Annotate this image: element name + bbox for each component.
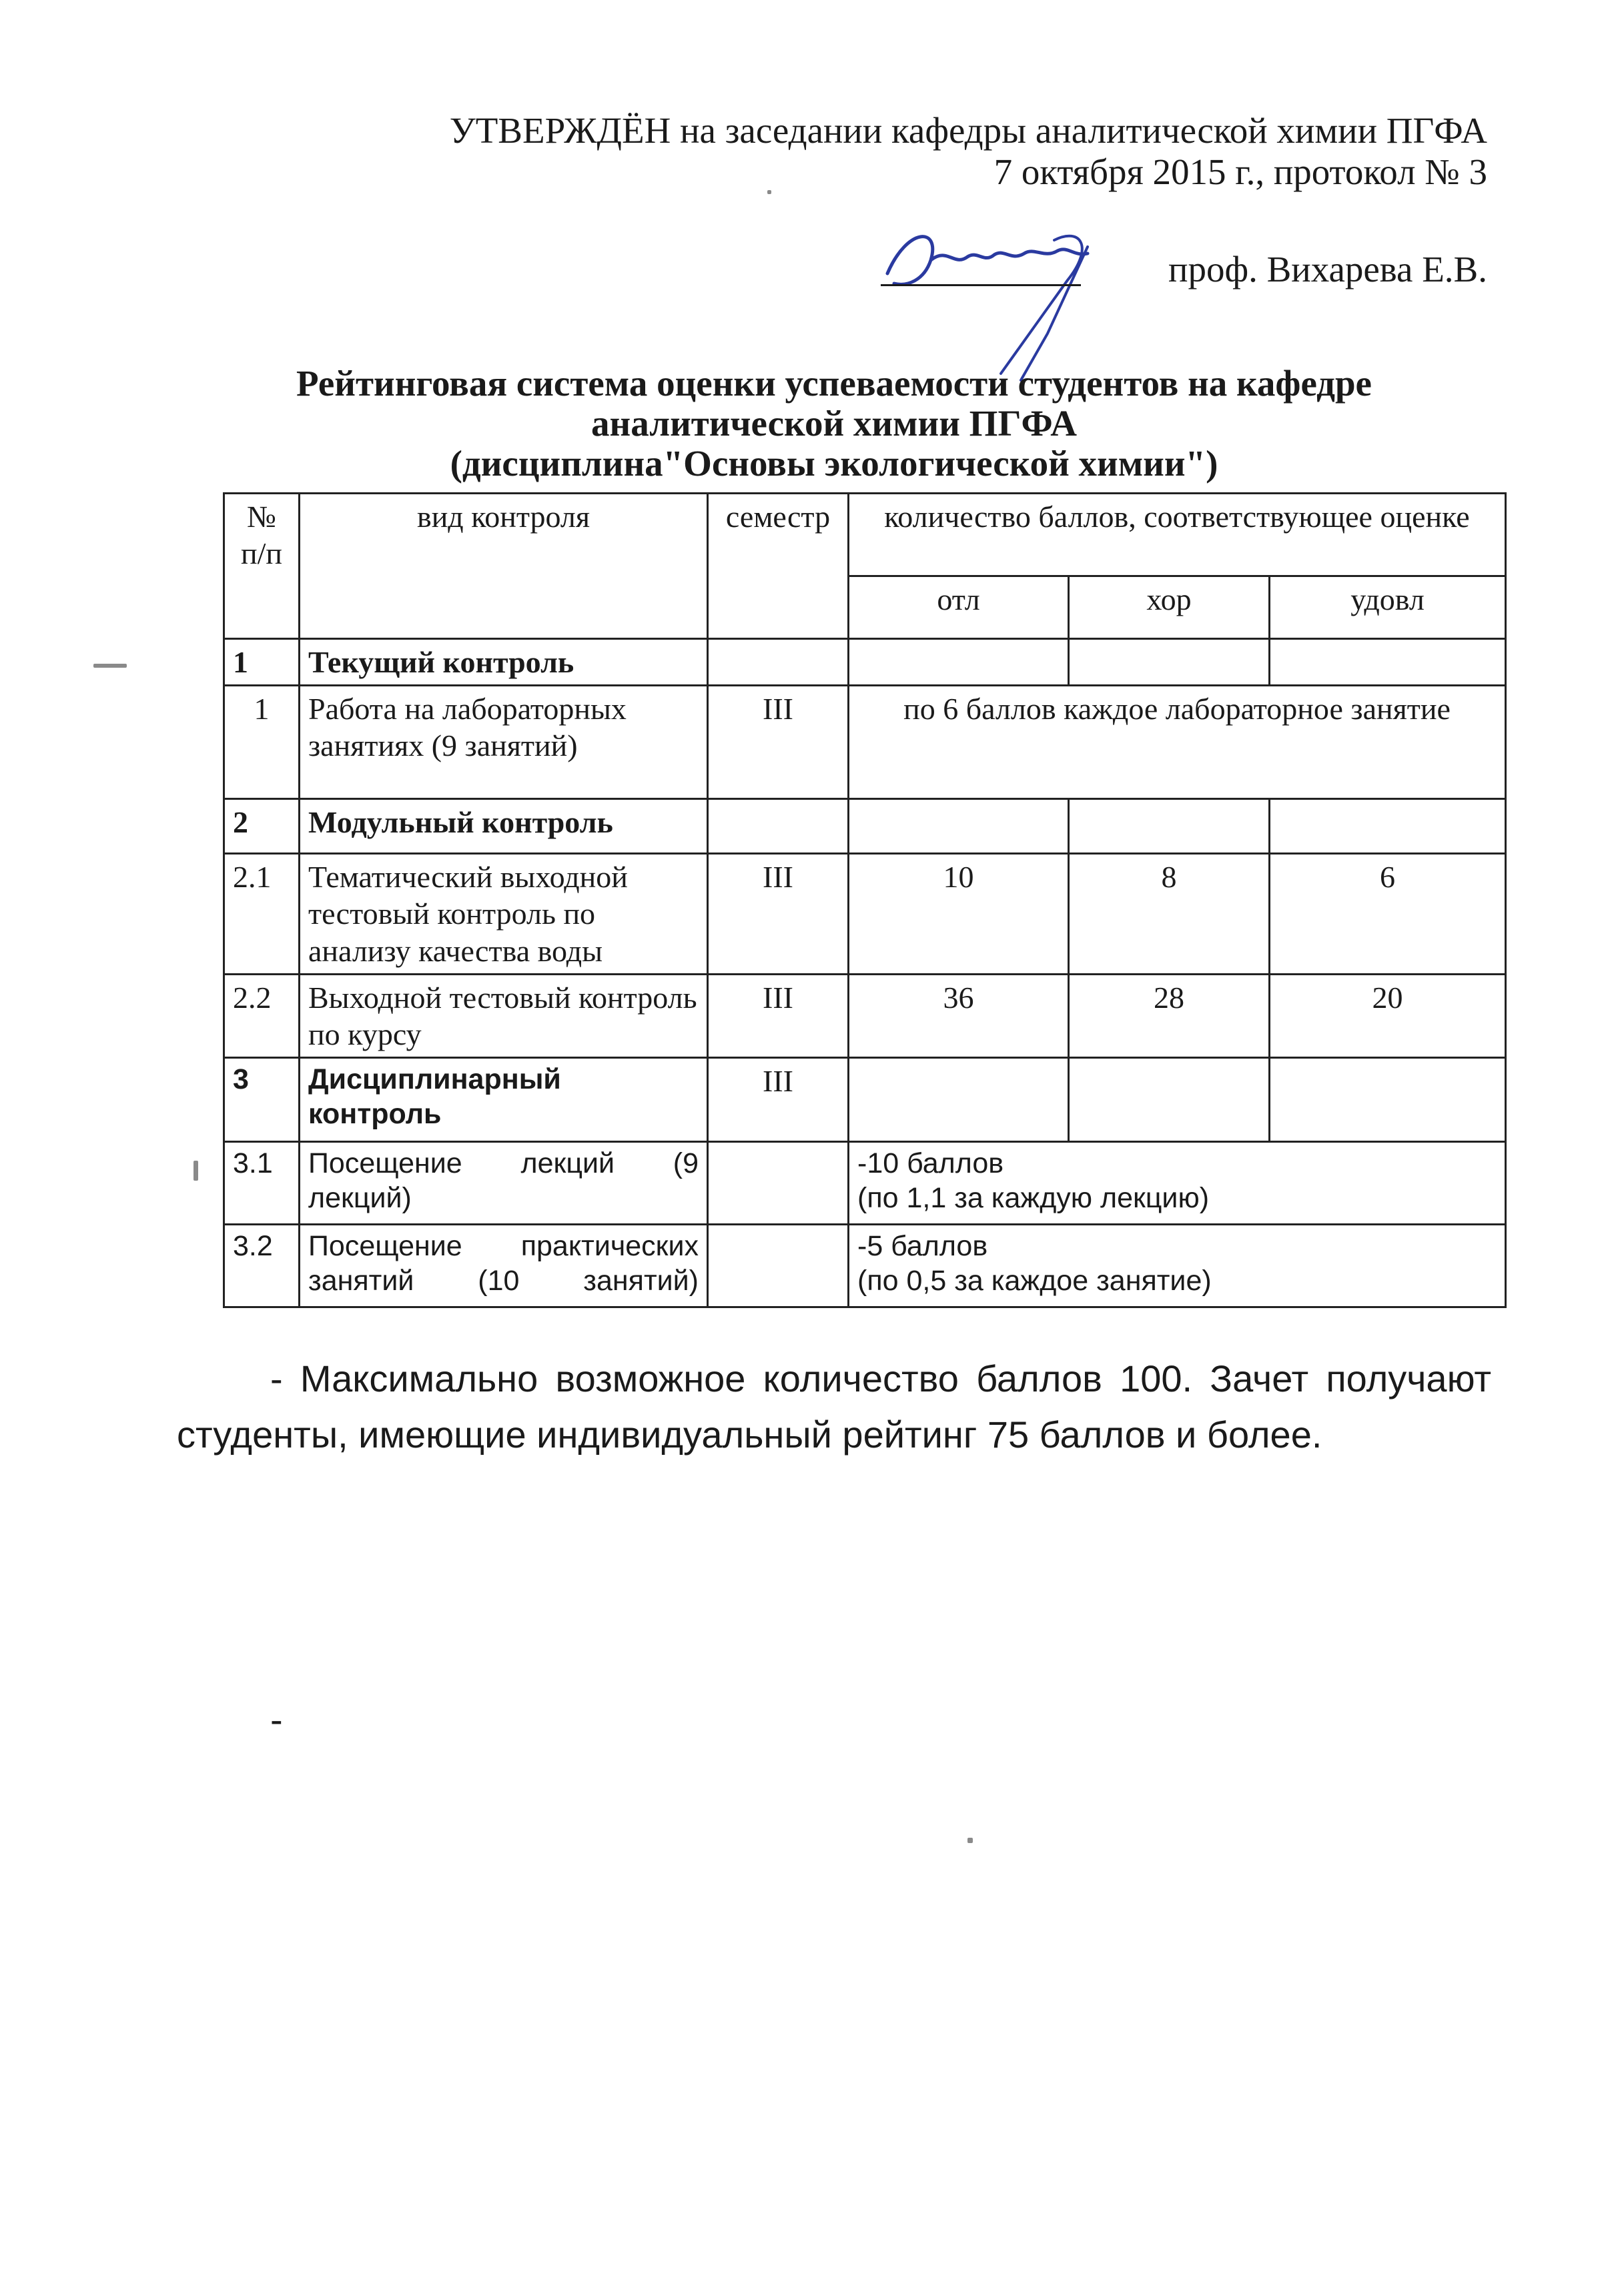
header-satisfactory: удовл	[1270, 576, 1506, 639]
scan-speck	[193, 1161, 198, 1181]
table-row	[224, 1142, 1506, 1225]
table-row	[224, 1225, 1506, 1307]
approval-date-line: 7 октября 2015 г., протокол № 3	[993, 151, 1487, 192]
row-good: 28	[1069, 974, 1270, 1057]
scan-speck	[767, 190, 771, 194]
row-semester: III	[708, 686, 849, 799]
header-excellent: отл	[849, 576, 1069, 639]
row-name: Выходной тестовый контроль по курсу	[300, 974, 708, 1057]
row-name-text: Посещение лекций (9 лекций)	[308, 1147, 699, 1214]
scan-speck	[967, 1838, 973, 1843]
note-paragraph: - Максимально возможное количество баллов 100. Зачет получают студенты, имеющие индивидуальный рейтинг 75 баллов и более.	[177, 1357, 1491, 1456]
document-title	[200, 364, 1468, 484]
trailing-dash: -	[270, 1698, 283, 1740]
row-excellent	[849, 799, 1069, 854]
row-semester: III	[708, 974, 849, 1057]
row-semester	[708, 799, 849, 854]
header-semester: семестр	[708, 494, 849, 639]
title-line: Рейтинговая система оценки успеваемости студентов на кафедре	[296, 363, 1372, 404]
row-name: Тематический выходной тестовый контроль по анализу качества воды	[300, 854, 708, 975]
row-semester	[708, 639, 849, 686]
row-satisfactory: 20	[1270, 974, 1506, 1057]
signature-line	[881, 284, 1081, 286]
row-semester: III	[708, 1058, 849, 1142]
row-num: 2.1	[224, 854, 300, 975]
row-semester: III	[708, 854, 849, 975]
row-excellent	[849, 1058, 1069, 1142]
row-points-span: по 6 баллов каждое лабораторное занятие	[849, 686, 1506, 799]
row-num: 2	[224, 799, 300, 854]
row-num: 1	[224, 639, 300, 686]
table-row	[224, 686, 1506, 799]
approval-line: УТВЕРЖДЁН на заседании кафедры аналитической химии ПГФА	[449, 110, 1487, 151]
row-num: 2.2	[224, 974, 300, 1057]
points-detail: (по 1,1 за каждую лекцию)	[857, 1181, 1210, 1214]
row-name: Модульный контроль	[300, 799, 708, 854]
table-row	[224, 854, 1506, 975]
row-excellent: 36	[849, 974, 1069, 1057]
signatory-name: проф. Вихарева Е.В.	[1168, 249, 1487, 290]
table-row	[224, 1058, 1506, 1142]
table-row	[224, 974, 1506, 1057]
row-points-span	[849, 1225, 1506, 1307]
row-excellent: 10	[849, 854, 1069, 975]
title-line: аналитической химии ПГФА	[591, 402, 1077, 444]
row-num: 3.1	[224, 1142, 300, 1225]
points-amount: -10 баллов	[857, 1147, 1004, 1180]
approval-block	[450, 110, 1487, 192]
row-semester	[708, 1225, 849, 1307]
row-satisfactory	[1270, 799, 1506, 854]
row-excellent	[849, 639, 1069, 686]
row-name: Текущий контроль	[300, 639, 708, 686]
row-num: 1	[224, 686, 300, 799]
header-good: хор	[1069, 576, 1270, 639]
row-semester	[708, 1142, 849, 1225]
scan-speck	[93, 664, 127, 668]
row-satisfactory	[1270, 1058, 1506, 1142]
row-good	[1069, 639, 1270, 686]
title-line: (дисциплина"Основы экологической химии")	[450, 442, 1218, 484]
row-points-span	[849, 1142, 1506, 1225]
row-name-text: Посещение практических занятий (10 занятий)	[308, 1230, 699, 1297]
header-points: количество баллов, соответствующее оценке	[849, 494, 1506, 576]
row-num: 3.2	[224, 1225, 300, 1307]
points-detail: (по 0,5 за каждое занятие)	[857, 1264, 1212, 1297]
rating-table	[223, 492, 1507, 1308]
row-good	[1069, 1058, 1270, 1142]
table-row	[224, 799, 1506, 854]
row-name: Работа на лабораторных занятиях (9 занятий)	[300, 686, 708, 799]
points-amount: -5 баллов	[857, 1230, 988, 1263]
table-header-row	[224, 494, 1506, 576]
row-name	[300, 1142, 708, 1225]
header-control-type: вид контроля	[300, 494, 708, 639]
row-good	[1069, 799, 1270, 854]
row-name	[300, 1225, 708, 1307]
row-name: Дисциплинарный контроль	[300, 1058, 708, 1142]
row-num: 3	[224, 1058, 300, 1142]
row-satisfactory	[1270, 639, 1506, 686]
table-row	[224, 639, 1506, 686]
row-satisfactory: 6	[1270, 854, 1506, 975]
row-good: 8	[1069, 854, 1270, 975]
header-num: № п/п	[224, 494, 300, 639]
